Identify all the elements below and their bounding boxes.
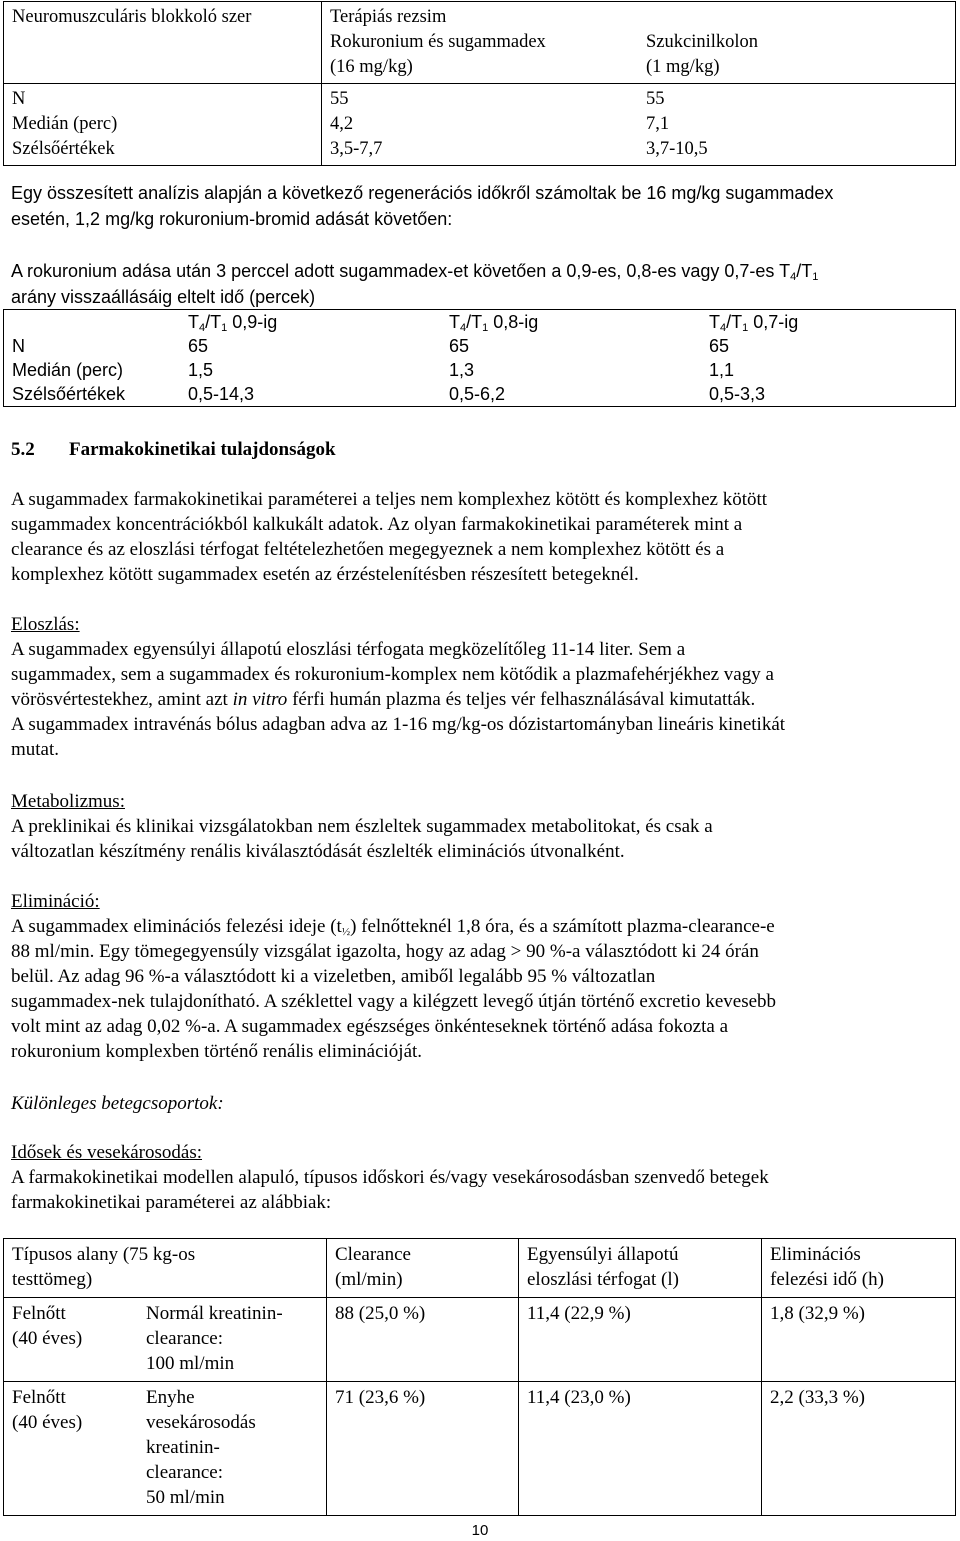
pk-parameters-table: [3, 1238, 956, 1516]
halflife-cell: 2,2 (33,3 %): [762, 1382, 956, 1516]
metabolism-heading: Metabolizmus:: [11, 791, 125, 812]
cell: 0,5-14,3: [180, 382, 441, 407]
pooled-analysis-paragraph: Egy összesített analízis alapján a következő regenerációs időkről számoltak be 16 mg/kg sugammadex esetén, 1,2 mg/kg rokuronium-bromid adását követően:: [11, 183, 834, 229]
table-header-ratio-08: $T_4/T_1$ 0,8-ig: [441, 310, 701, 335]
table-row-labels: N Medián (perc) Szélsőértékek: [4, 84, 322, 166]
clearance-cell: 71 (23,6 %): [327, 1382, 519, 1516]
table-corner: [4, 310, 181, 335]
cell: 1,1: [701, 358, 956, 382]
table-header-halflife: Eliminációs felezési idő (h): [762, 1239, 956, 1298]
elderly-renal-heading: Idősek és vesekárosodás:: [11, 1142, 203, 1163]
volume-cell: 11,4 (23,0 %): [519, 1382, 762, 1516]
row-label: Medián (perc): [4, 358, 181, 382]
recovery-time-paragraph: A rokuronium adása után 3 perccel adott sugammadex-et követően a 0,9-es, 0,8-es vagy 0,7-es $T_4/T_1$ arány visszaállásáig eltelt idő (percek): [11, 261, 819, 307]
elimination-section: Elimináció: A sugammadex eliminációs felezési ideje $(t_{\frac{1}{2}})$ felnőtteknél 1,8 óra, és a számított plazma-clearance-e 88 ml/min. Egy tömegegyensúly vizsgálat igazolta, hogy az adag > 90 %-a választódott ki 24 órán belül. Az adag 96 %-a választódott ki a vizeletben, amiből legalább 95 % változatlan sugammadex-nek tulajdonítható. A széklettel vagy a kilégzett levegő útján történő excretio kevesebb volt mint az adag 0,02 %-a. A sugammadex egészséges önkénteseknek történő adása fokozta a rokuronium komplexben történő renális eliminációját.: [11, 889, 951, 1064]
recovery-table: [3, 309, 956, 407]
metabolism-section: Metabolizmus: A preklinikai és klinikai vizsgálatokban nem észleltek sugammadex metabolitokat, és csak a változatlan készítmény renális kiválasztódását észlelték eliminációs útvonalként.: [11, 789, 951, 864]
table-header-ratio-07: $T_4/T_1$ 0,7-ig: [701, 310, 956, 335]
cell: 65: [449, 336, 470, 356]
section-heading: 5.2 Farmakokinetikai tulajdonságok: [11, 439, 336, 460]
cell: 1,5: [188, 360, 214, 380]
cell: 0,5-3,3: [701, 382, 956, 407]
halflife-cell: 1,8 (32,9 %): [762, 1298, 956, 1382]
table-col-succinylcholine: 55 7,1 3,7-10,5: [638, 84, 956, 166]
cell: 65: [188, 336, 209, 356]
table-row: [4, 382, 956, 407]
table-header-ratio-09: $T_4/T_1$ 0,9-ig: [180, 310, 441, 335]
volume-cell: 11,4 (22,9 %): [519, 1298, 762, 1382]
subject-cell: Felnőtt (40 éves): [4, 1382, 139, 1516]
row-label: N: [4, 334, 181, 358]
subject-cell: Felnőtt (40 éves): [4, 1298, 139, 1382]
table-header-subject: Típusos alany (75 kg-os testtömeg): [4, 1239, 327, 1298]
table-header-succinylcholine: Szukcinilkolon (1 mg/kg): [638, 30, 956, 84]
cell: 1,3: [449, 360, 475, 380]
row-label: Szélsőértékek: [4, 382, 181, 407]
table-header-agent: Neuromuszculáris blokkoló szer: [4, 2, 322, 84]
table-header-empty: [638, 2, 956, 31]
elimination-heading: Elimináció:: [11, 891, 100, 912]
table-row: [4, 334, 956, 358]
cell: 0,5-6,2: [441, 382, 701, 407]
page-number: 10: [471, 1522, 489, 1539]
table-row: [4, 358, 956, 382]
elderly-renal-section: Idősek és vesekárosodás: A farmakokinetikai modellen alapuló, típusos időskori és/vagy vesekárosodásban szenvedő betegek farmakokinetikai paraméterei az alábbiak:: [11, 1140, 951, 1215]
table-col-rocuronium: 55 4,2 3,5-7,7: [322, 84, 639, 166]
table-row: [4, 1382, 956, 1516]
special-populations-heading: Különleges betegcsoportok:: [11, 1093, 224, 1114]
distribution-section: Eloszlás: A sugammadex egyensúlyi állapotú eloszlási térfogata megközelítőleg 11-14 liter. Sem a sugammadex, sem a sugammadex és rokuronium-komplex nem kötődik a plazmafehérjékhez vagy a vörösvértestekhez, amint azt in vitro férfi humán plazma és teljes vér felhasználásával kimutatták. A sugammadex intravénás bólus adagban adva az 1-16 mg/kg-os dózistartományban lineáris kinetikát mutat.: [11, 612, 951, 762]
table-row: [4, 1298, 956, 1382]
intro-paragraph: A sugammadex farmakokinetikai paraméterei a teljes nem komplexhez kötött és komplexhez kötött sugammadex koncentrációkból kalkukált adatok. Az olyan farmakokinetikai paraméterek mint a clearance és az eloszlási térfogat feltételezhetően megegyeznek a nem komplexhez kötött és a komplexhez kötött sugammadex esetén az érzéstelenítésben részesített betegeknél.: [11, 489, 768, 585]
condition-cell: Normál kreatinin- clearance: 100 ml/min: [138, 1298, 327, 1382]
comparison-table: [3, 1, 956, 166]
table-header-clearance: Clearance (ml/min): [327, 1239, 519, 1298]
clearance-cell: 88 (25,0 %): [327, 1298, 519, 1382]
table-header-volume: Egyensúlyi állapotú eloszlási térfogat (l): [519, 1239, 762, 1298]
table-header-rocuronium: Rokuronium és sugammadex (16 mg/kg): [322, 30, 639, 84]
cell: 65: [701, 334, 956, 358]
condition-cell: Enyhe vesekárosodás kreatinin- clearance: 50 ml/min: [138, 1382, 327, 1516]
table-header-regimen: Terápiás rezsim: [322, 2, 639, 31]
distribution-heading: Eloszlás:: [11, 614, 80, 635]
